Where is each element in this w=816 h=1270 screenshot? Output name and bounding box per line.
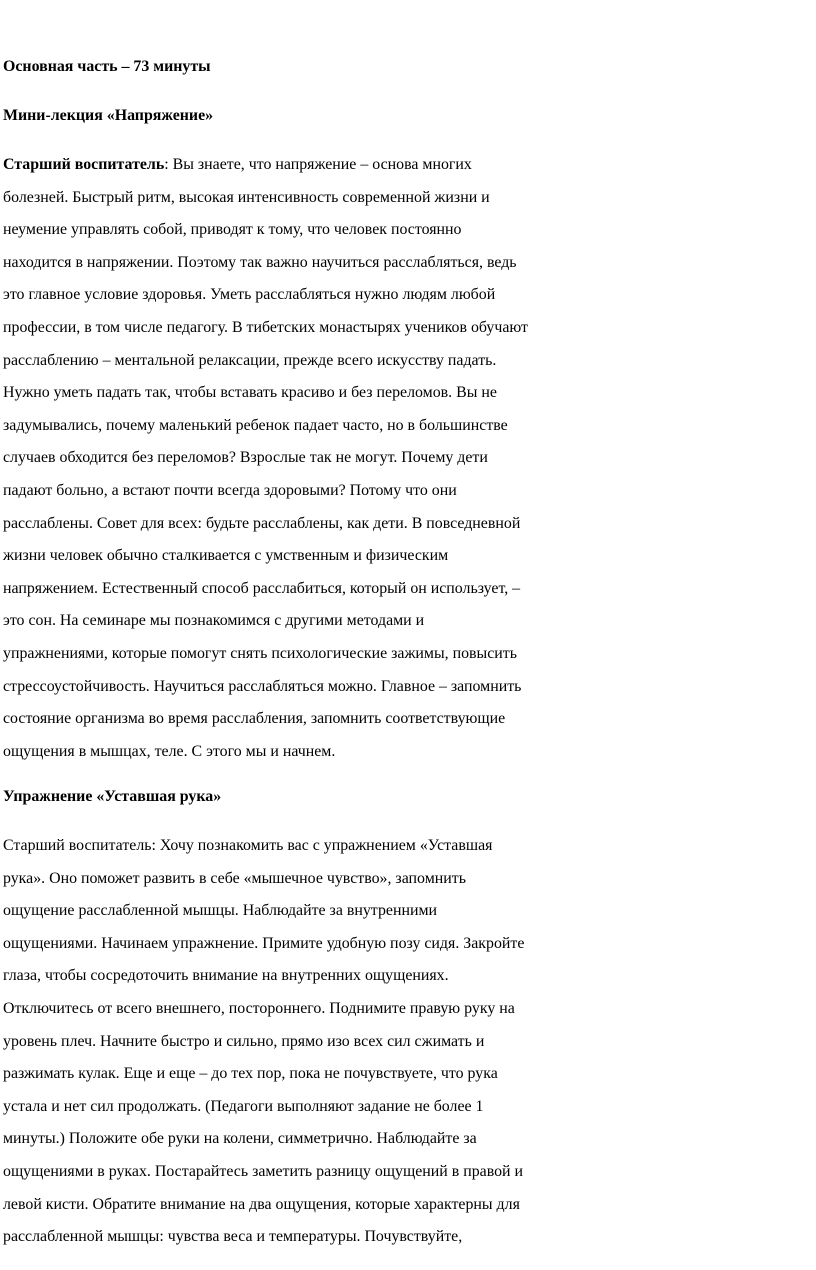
exercise-line: минуты.) Положите обе руки на колени, симметрично. Наблюдайте за	[3, 1130, 477, 1148]
exercise-line: Отключитесь от всего внешнего, постороннего. Поднимите правую руку на	[3, 999, 515, 1017]
lecture-line: падают больно, а встают почти всегда здоровыми? Потому что они	[3, 481, 457, 499]
exercise-line: ощущениями в руках. Постарайтесь заметить разницу ощущений в правой и	[3, 1162, 524, 1180]
exercise-line: ощущениями. Начинаем упражнение. Примите удобную позу сидя. Закройте	[3, 934, 525, 952]
lecture-line: Старший воспитатель: Вы знаете, что напряжение – основа многих	[3, 156, 472, 173]
lecture-line: упражнениями, которые помогут снять психологические зажимы, повысить	[3, 644, 517, 662]
lecture-line: болезней. Быстрый ритм, высокая интенсивность современной жизни и	[3, 188, 490, 206]
exercise-line: рука». Оно поможет развить в себе «мышечное чувство», запомнить	[3, 869, 466, 887]
lecture-line: случаев обходится без переломов? Взрослые так не могут. Почему дети	[3, 449, 488, 467]
lecture-line: это сон. На семинаре мы познакомимся с другими методами и	[3, 612, 425, 630]
lecture-line: профессии, в том числе педагогу. В тибетских монастырях учеников обучают	[3, 318, 528, 336]
section-heading-lecture: Мини-лекция «Напряжение»	[3, 107, 214, 124]
speaker-name: Старший воспитатель	[3, 156, 165, 173]
exercise-line: расслабленной мышцы: чувства веса и температуры. Почувствуйте,	[3, 1228, 463, 1246]
lecture-paragraph	[3, 149, 815, 768]
exercise-line: Старший воспитатель: Хочу познакомить вас с упражнением «Уставшая	[3, 837, 493, 854]
section-heading-main: Основная часть – 73 минуты	[3, 58, 211, 75]
exercise-line: разжимать кулак. Еще и еще – до тех пор, пока не почувствуете, что рука	[3, 1065, 498, 1083]
section-heading-exercise: Упражнение «Уставшая рука»	[3, 788, 222, 805]
lecture-line: напряжением. Естественный способ расслабиться, который он использует, –	[3, 579, 521, 597]
lecture-line: расслаблены. Совет для всех: будьте расслаблены, как дети. В повседневной	[3, 514, 521, 532]
exercise-line: устала и нет сил продолжать. (Педагоги выполняют задание не более 1	[3, 1097, 484, 1115]
lecture-line: Нужно уметь падать так, чтобы вставать красиво и без переломов. Вы не	[3, 384, 497, 402]
exercise-paragraph	[3, 830, 815, 1254]
lecture-line: задумывались, почему маленький ребенок падает часто, но в большинстве	[3, 416, 508, 434]
lecture-line: неумение управлять собой, приводят к тому, что человек постоянно	[3, 221, 462, 239]
lecture-line: состояние организма во время расслабления, запомнить соответствующие	[3, 710, 506, 728]
lecture-line: ощущения в мышцах, теле. С этого мы и начнем.	[3, 742, 336, 760]
lecture-line: это главное условие здоровья. Уметь расслабляться нужно людям любой	[3, 286, 496, 304]
lecture-line: расслаблению – ментальной релаксации, прежде всего искусству падать.	[3, 351, 497, 369]
lecture-line: жизни человек обычно сталкивается с умственным и физическим	[3, 547, 449, 565]
exercise-line: уровень плеч. Начните быстро и сильно, прямо изо всех сил сжимать и	[3, 1032, 485, 1050]
exercise-line: глаза, чтобы сосредоточить внимание на внутренних ощущениях.	[3, 967, 449, 985]
lecture-line: стрессоустойчивость. Научиться расслабляться можно. Главное – запомнить	[3, 677, 522, 695]
lecture-line: находится в напряжении. Поэтому так важно научиться расслабляться, ведь	[3, 253, 517, 271]
exercise-line: левой кисти. Обратите внимание на два ощущения, которые характерны для	[3, 1195, 520, 1213]
exercise-line: ощущение расслабленной мышцы. Наблюдайте за внутренними	[3, 902, 438, 920]
